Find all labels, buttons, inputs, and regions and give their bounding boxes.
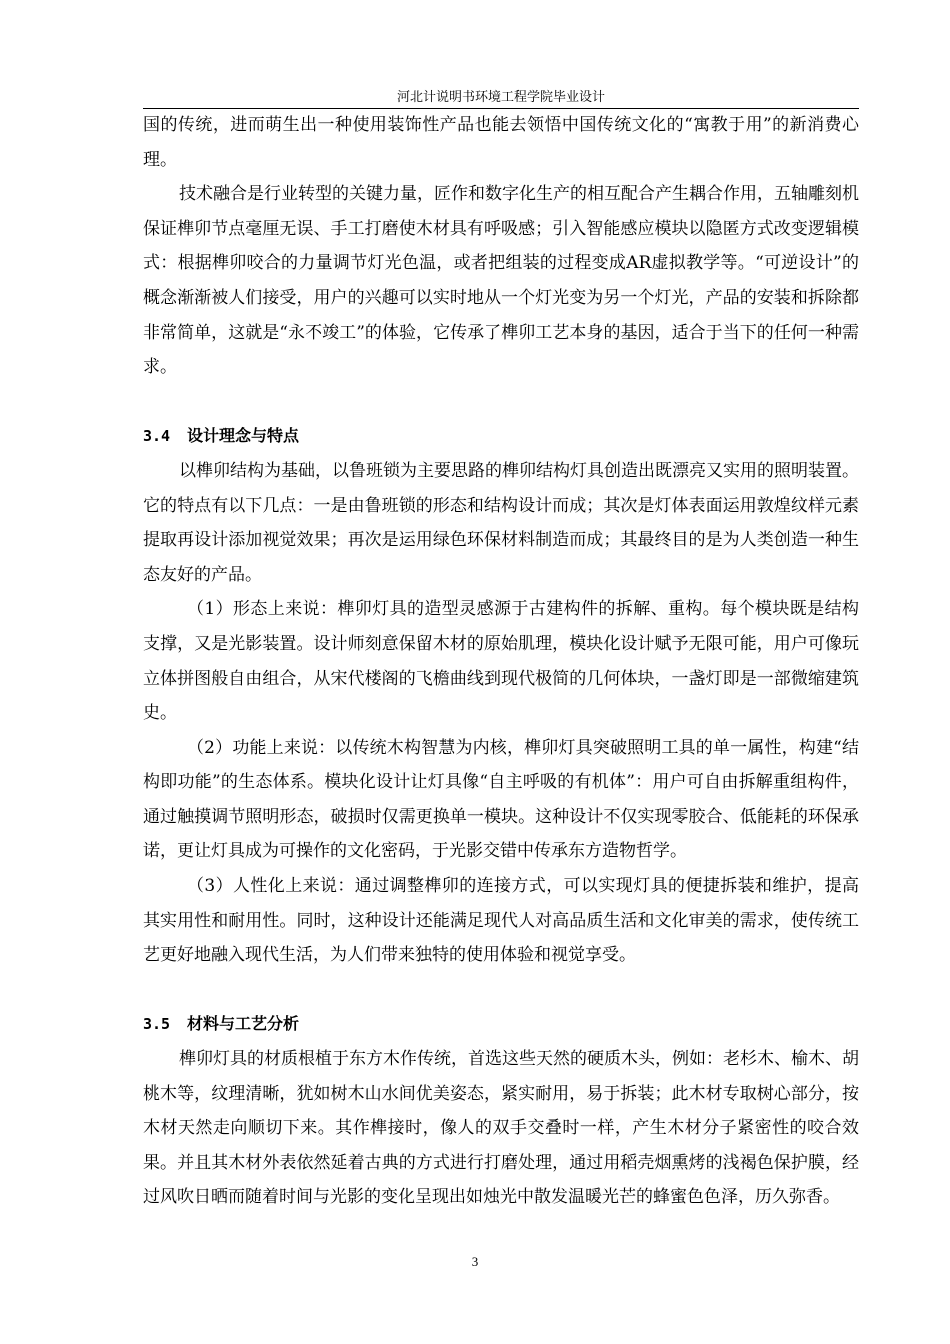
page-number: 3 [471, 1254, 479, 1269]
page-header: 河北计说明书环境工程学院毕业设计 [396, 90, 605, 105]
paragraph-continued: 国的传统，进而萌生出一种使用装饰性产品也能去领悟中国传统文化的“寓教于用”的新消费心理。 [143, 115, 859, 170]
section-heading-3-4 [143, 419, 859, 454]
document-body [143, 108, 859, 1215]
paragraph-function: （2）功能上来说：以传统木构智慧为内核，榫卯灯具突破照明工具的单一属性，构建“结构即功能”的生态体系。模块化设计让灯具像“自主呼吸的有机体”：用户可自由拆解重组构件，通过触摸调节照明形态，破损时仅需更换单一模块。这种设计不仅实现零胶合、低能耗的环保承诺，更让灯具成为可操作的文化密码，于光影交错中传承东方造物哲学。 [143, 737, 859, 862]
section-spacer [143, 973, 859, 1008]
section-title: 材料与工艺分析 [187, 1014, 300, 1034]
paragraph-humanization: （3）人性化上来说：通过调整榫卯的连接方式，可以实现灯具的便捷拆装和维护，提高其实用性和耐用性。同时，这种设计还能满足现代人对高品质生活和文化审美的需求，使传统工艺更好地融入现代生活，为人们带来独特的使用体验和视觉享受。 [143, 876, 859, 966]
paragraph-form: （1）形态上来说：榫卯灯具的造型灵感源于古建构件的拆解、重构。每个模块既是结构支撑，又是光影装置。设计师刻意保留木材的原始肌理，模块化设计赋予无限可能，用户可像玩立体拼图般自由组合，从宋代楼阁的飞檐曲线到现代极简的几何体块，一盏灯即是一部微缩建筑史。 [143, 599, 859, 724]
paragraph-design-concept: 以榫卯结构为基础，以鲁班锁为主要思路的榫卯结构灯具创造出既漂亮又实用的照明装置。它的特点有以下几点：一是由鲁班锁的形态和结构设计而成；其次是灯体表面运用敦煌纹样元素提取再设计添加视觉效果；再次是运用绿色环保材料制造而成；其最终目的是为人类创造一种生态友好的产品。 [143, 460, 859, 585]
section-title: 设计理念与特点 [187, 426, 300, 446]
section-spacer [143, 385, 859, 420]
section-number: 3.5 [143, 1015, 171, 1034]
paragraph-technology-fusion: 技术融合是行业转型的关键力量，匠作和数字化生产的相互配合产生耦合作用，五轴雕刻机保证榫卯节点毫厘无误、手工打磨使木材具有呼吸感；引入智能感应模块以隐匿方式改变逻辑模式：根据榫卯咬合的力量调节灯光色温，或者把组装的过程变成AR虚拟教学等。“可逆设计”的概念渐渐被人们接受，用户的兴趣可以实时地从一个灯光变为另一个灯光，产品的安装和拆除都非常简单，这就是“永不竣工”的体验，它传承了榫卯工艺本身的基因，适合于当下的任何一种需求。 [143, 184, 859, 378]
paragraph-materials: 榫卯灯具的材质根植于东方木作传统，首选这些天然的硬质木头，例如：老杉木、榆木、胡桃木等，纹理清晰，犹如树木山水间优美姿态，紧实耐用，易于拆装；此木材专取树心部分，按木材天然走向顺切下来。其作榫接时，像人的双手交叠时一样，产生木材分子紧密性的咬合效果。并且其木材外表依然延着古典的方式进行打磨处理，通过用稻壳烟熏烤的浅褐色保护膜，经过风吹日晒而随着时间与光影的变化呈现出如烛光中散发温暖光芒的蜂蜜色色泽，历久弥香。 [143, 1049, 859, 1208]
section-number: 3.4 [143, 427, 171, 446]
section-heading-3-5 [143, 1007, 859, 1042]
